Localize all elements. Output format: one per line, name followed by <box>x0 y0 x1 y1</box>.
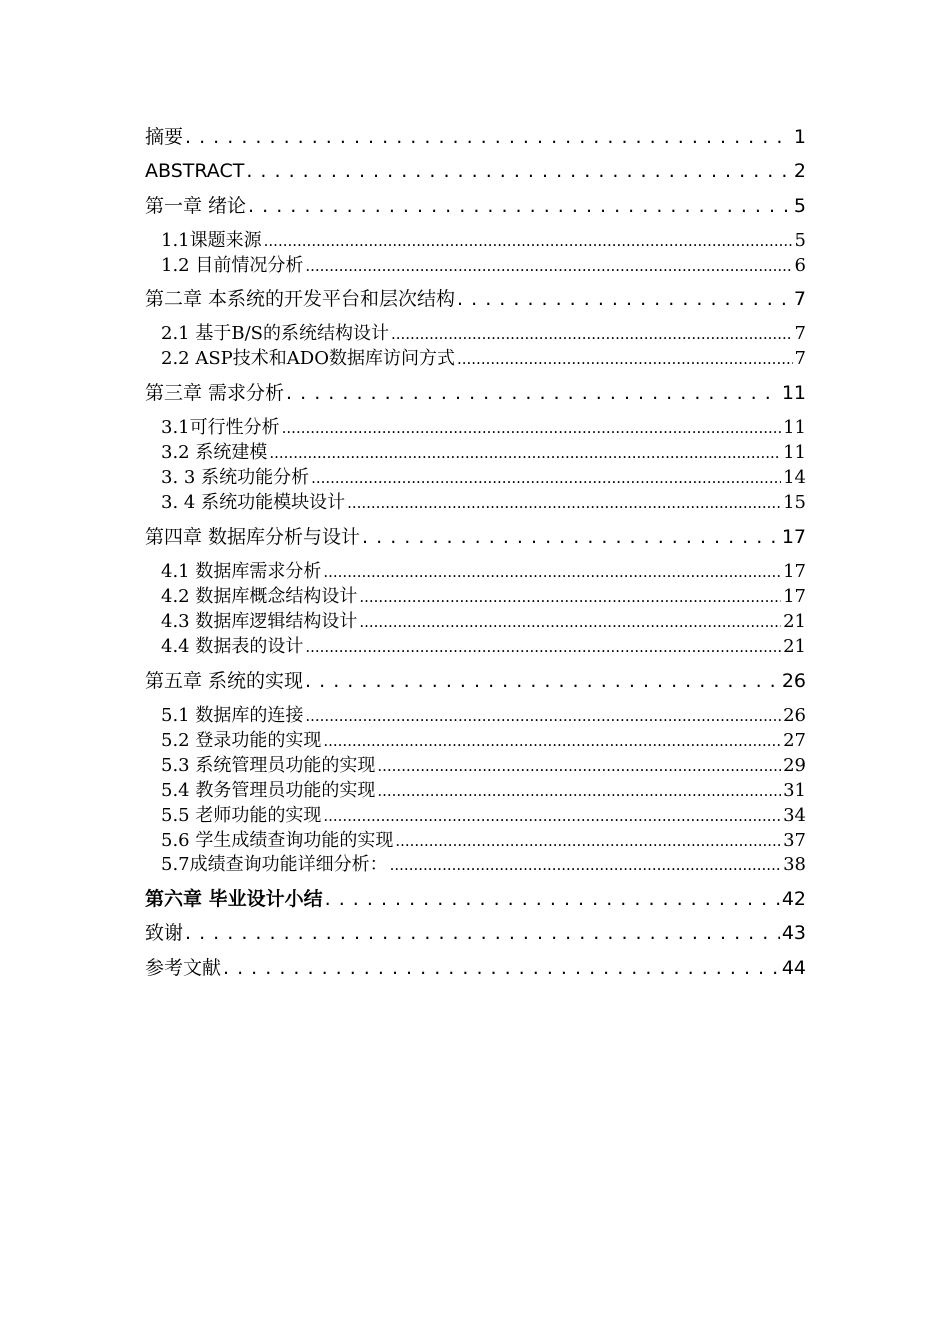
toc-chapter-entry[interactable] <box>145 123 806 151</box>
toc-section-entry[interactable] <box>145 753 806 778</box>
toc-section-entry[interactable] <box>145 828 806 853</box>
toc-entry-title: 4.1 数据库需求分析 <box>161 560 322 582</box>
toc-section-entry[interactable] <box>145 465 806 490</box>
toc-entry-title: 5.3 系统管理员功能的实现 <box>161 754 376 776</box>
toc-page-number: 43 <box>781 922 806 944</box>
toc-page-number: 17 <box>783 585 806 607</box>
toc-section-entry[interactable] <box>145 490 806 515</box>
toc-section-entry[interactable] <box>145 415 806 440</box>
toc-entry-title: 5.5 老师功能的实现 <box>161 804 322 826</box>
toc-page-number: 5 <box>794 229 806 251</box>
toc-entry-title: 5.7成绩查询功能详细分析： <box>161 853 388 875</box>
toc-chapter-entry[interactable] <box>145 523 806 551</box>
toc-page-number: 37 <box>783 829 806 851</box>
toc-page-number: 1 <box>793 126 806 148</box>
toc-entry-title: 1.2 目前情况分析 <box>161 254 304 276</box>
toc-dot-leader <box>323 728 781 754</box>
toc-page-number: 15 <box>783 491 806 513</box>
toc-chapter-entry[interactable] <box>145 954 806 982</box>
toc-entry-title: 第一章 绪论 <box>145 195 247 217</box>
toc-section-entry[interactable] <box>145 728 806 753</box>
toc-dot-leader <box>359 584 781 610</box>
toc-entry-title: 第五章 系统的实现 <box>145 670 304 692</box>
toc-entry-title: 2.1 基于B/S的系统结构设计 <box>161 322 389 344</box>
toc-page-number: 11 <box>783 441 806 463</box>
toc-chapter-entry[interactable] <box>145 379 806 407</box>
toc-chapter-entry[interactable] <box>145 157 806 185</box>
toc-entry-title: 5.2 登录功能的实现 <box>161 729 322 751</box>
toc-entry-title: 摘要 <box>145 126 184 148</box>
toc-entry-title: 第四章 数据库分析与设计 <box>145 526 361 548</box>
toc-entry-title: 第六章 毕业设计小结 <box>145 888 323 910</box>
toc-entry-title: 3. 4 系统功能模块设计 <box>161 491 346 513</box>
toc-dot-leader <box>246 157 792 185</box>
toc-entry-title: 5.4 教务管理员功能的实现 <box>161 779 376 801</box>
toc-page-number: 5 <box>793 195 806 217</box>
toc-section-entry[interactable] <box>145 703 806 728</box>
toc-chapter-entry[interactable] <box>145 919 806 947</box>
toc-entry-title: 第三章 需求分析 <box>145 382 285 404</box>
toc-dot-leader <box>223 954 780 982</box>
toc-entry-title: 3. 3 系统功能分析 <box>161 466 310 488</box>
toc-entry-title: 3.1可行性分析 <box>161 416 280 438</box>
toc-page-number: 26 <box>783 704 806 726</box>
toc-entry-title: 4.2 数据库概念结构设计 <box>161 585 358 607</box>
toc-dot-leader <box>286 379 780 407</box>
toc-entry-title: 3.2 系统建模 <box>161 441 268 463</box>
toc-section-entry[interactable] <box>145 609 806 634</box>
toc-section-entry[interactable] <box>145 228 806 253</box>
toc-dot-leader <box>390 852 781 878</box>
toc-page-number: 17 <box>783 560 806 582</box>
toc-dot-leader <box>185 919 780 947</box>
toc-chapter-entry[interactable] <box>145 285 806 313</box>
toc-dot-leader <box>305 634 781 660</box>
toc-entry-title: 5.6 学生成绩查询功能的实现 <box>161 829 394 851</box>
toc-entry-title: 参考文献 <box>145 957 222 979</box>
toc-dot-leader <box>305 667 780 695</box>
toc-entry-title: 2.2 ASP技术和ADO数据库访问方式 <box>161 347 455 369</box>
toc-dot-leader <box>264 228 793 254</box>
toc-page-number: 27 <box>783 729 806 751</box>
toc-section-entry[interactable] <box>145 852 806 877</box>
toc-page-number: 7 <box>794 322 806 344</box>
toc-dot-leader <box>457 346 793 372</box>
toc-section-entry[interactable] <box>145 803 806 828</box>
toc-page-number: 14 <box>783 466 806 488</box>
toc-chapter-entry[interactable] <box>145 885 806 913</box>
toc-page-number: 21 <box>783 610 806 632</box>
toc-dot-leader <box>395 828 781 854</box>
toc-section-entry[interactable] <box>145 321 806 346</box>
toc-dot-leader <box>248 192 792 220</box>
toc-dot-leader <box>323 559 781 585</box>
toc-section-entry[interactable] <box>145 440 806 465</box>
toc-section-entry[interactable] <box>145 584 806 609</box>
toc-section-entry[interactable] <box>145 253 806 278</box>
toc-page-number: 29 <box>783 754 806 776</box>
toc-dot-leader <box>347 490 781 516</box>
toc-dot-leader <box>377 753 781 779</box>
toc-entry-title: ABSTRACT <box>145 160 245 182</box>
toc-entry-title: 4.4 数据表的设计 <box>161 635 304 657</box>
toc-entry-title: 5.1 数据库的连接 <box>161 704 304 726</box>
toc-dot-leader <box>325 885 780 913</box>
toc-section-entry[interactable] <box>145 634 806 659</box>
toc-page-number: 11 <box>781 382 806 404</box>
toc-section-entry[interactable] <box>145 346 806 371</box>
toc-entry-title: 第二章 本系统的开发平台和层次结构 <box>145 288 456 310</box>
toc-section-entry[interactable] <box>145 778 806 803</box>
toc-dot-leader <box>305 703 781 729</box>
toc-entry-title: 致谢 <box>145 922 184 944</box>
toc-page-number: 26 <box>781 670 806 692</box>
toc-page-number: 21 <box>783 635 806 657</box>
toc-page-number: 7 <box>794 347 806 369</box>
toc-page-number: 38 <box>783 853 806 875</box>
toc-page-number: 6 <box>794 254 806 276</box>
toc-page-number: 44 <box>781 957 806 979</box>
toc-dot-leader <box>269 440 781 466</box>
toc-dot-leader <box>185 123 792 151</box>
toc-dot-leader <box>457 285 792 313</box>
toc-chapter-entry[interactable] <box>145 667 806 695</box>
toc-page-number: 11 <box>783 416 806 438</box>
toc-page-number: 42 <box>781 888 806 910</box>
toc-chapter-entry[interactable] <box>145 192 806 220</box>
toc-entry-title: 4.3 数据库逻辑结构设计 <box>161 610 358 632</box>
toc-entry-title: 1.1课题来源 <box>161 229 262 251</box>
toc-dot-leader <box>323 803 781 829</box>
toc-page-number: 34 <box>783 804 806 826</box>
toc-dot-leader <box>305 253 792 279</box>
toc-dot-leader <box>311 465 781 491</box>
toc-dot-leader <box>359 609 781 635</box>
toc-page-number: 17 <box>781 526 806 548</box>
toc-dot-leader <box>282 415 781 441</box>
toc-section-entry[interactable] <box>145 559 806 584</box>
toc-dot-leader <box>391 321 793 347</box>
toc-page-number: 31 <box>783 779 806 801</box>
toc-dot-leader <box>362 523 780 551</box>
toc-dot-leader <box>377 778 781 804</box>
toc-page-number: 2 <box>793 160 806 182</box>
toc-page-number: 7 <box>793 288 806 310</box>
